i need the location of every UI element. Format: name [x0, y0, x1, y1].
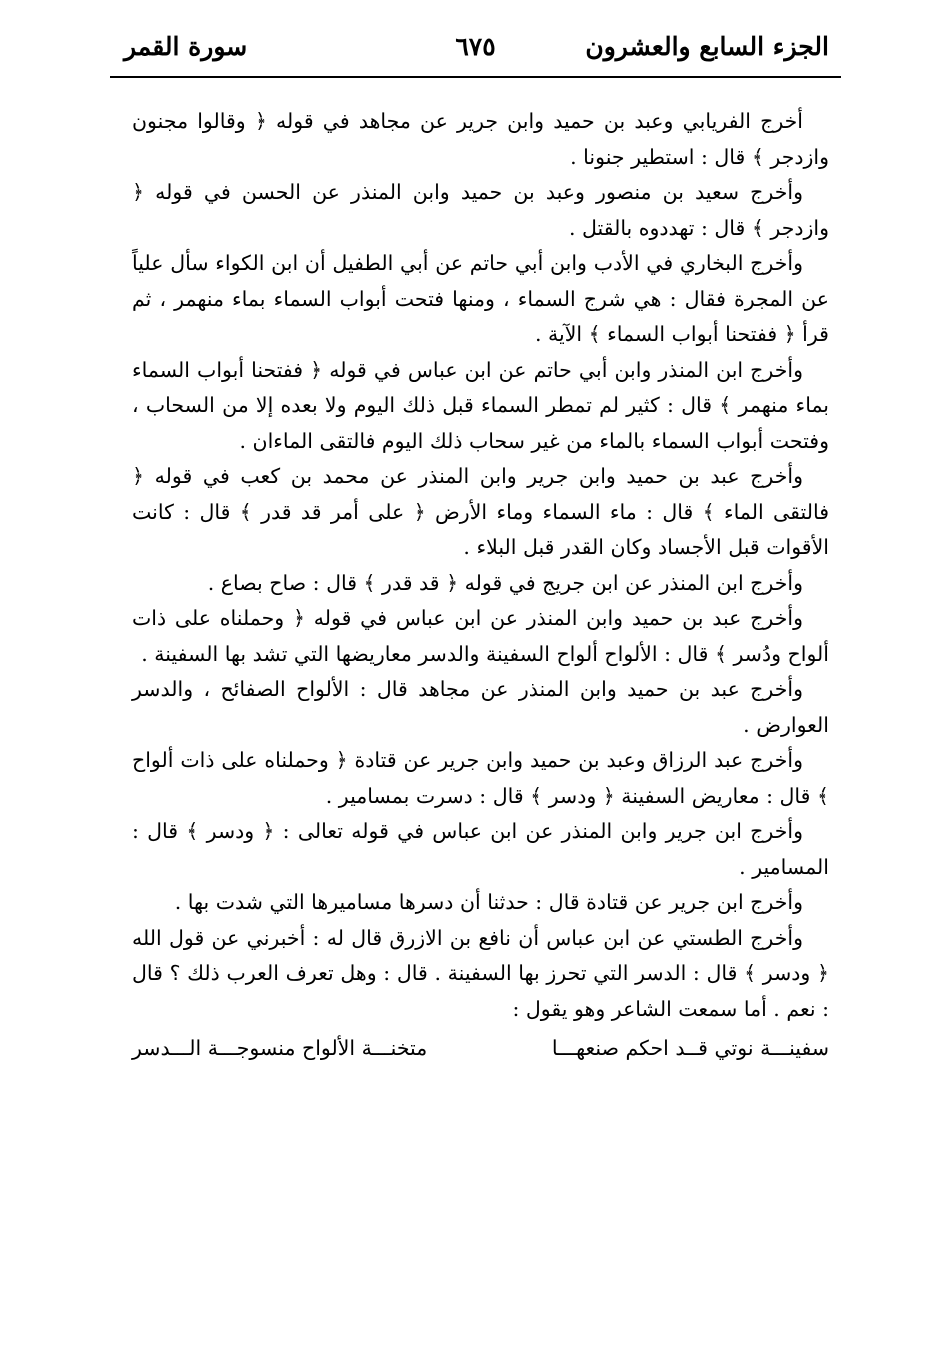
verse-first-hemistich: سفينـــة نوتي قــد احكم صنعهـــا: [551, 1036, 829, 1060]
page-header: [110, 30, 841, 78]
poetry-verse: [132, 1031, 829, 1067]
paragraph: وأخرج عبد بن حميد وابن المنذر عن مجاهد قال : الألواح الصفائح ، والدسر العوارض .: [132, 677, 829, 737]
paragraph: وأخرج سعيد بن منصور وعبد بن حميد وابن المنذر عن الحسن في قوله ﴿ وازدجر ﴾ قال : تهددوه بالقتل .: [132, 180, 829, 240]
paragraph: وأخرج ابن جرير وابن المنذر عن ابن عباس في قوله تعالى : ﴿ ودسر ﴾ قال : المسامير .: [132, 819, 829, 879]
paragraph: وأخرج الطستي عن ابن عباس أن نافع بن الازرق قال له : أخبرني عن قول الله ﴿ ودسر ﴾ قال : الدسر التي تحرز بها السفينة . قال : وهل تعرف العرب ذلك ؟ قال : نعم . أما سمعت الشاعر وهو يقول :: [132, 925, 829, 1021]
part-title: الجزء السابع والعشرون: [585, 32, 829, 61]
verse-second-hemistich: متخنـــة الألواح منسوجـــة الـــدسر: [132, 1036, 428, 1060]
paragraph: أخرج الفريابي وعبد بن حميد وابن جرير عن مجاهد في قوله ﴿ وقالوا مجنون وازدجر ﴾ قال : استطير جنونا .: [132, 109, 829, 169]
paragraph: وأخرج ابن جرير عن قتادة قال : حدثنا أن دسرها مساميرها التي شدت بها .: [174, 890, 803, 914]
paragraph: وأخرج عبد بن حميد وابن جرير وابن المنذر عن محمد بن كعب في قوله ﴿ فالتقى الماء ﴾ قال : ماء السماء وماء الأرض ﴿ على أمر قد قدر ﴾ قال : كانت الأقوات قبل الأجساد وكان القدر قبل البلاء .: [132, 464, 829, 559]
paragraph: وأخرج ابن المنذر وابن أبي حاتم عن ابن عباس في قوله ﴿ ففتحنا أبواب السماء بماء منهمر ﴾ قال : كثير لم تمطر السماء قبل ذلك اليوم ولا بعده إلا من السحاب ، وفتحت أبواب السماء بالماء من غير سحاب ذلك اليوم فالتقى الماءان .: [132, 357, 829, 453]
surah-title: سورة القمر: [124, 32, 248, 61]
page-number: ٦٧٥: [455, 32, 496, 61]
paragraph: وأخرج عبد بن حميد وابن المنذر عن ابن عباس في قوله ﴿ وحملناه على ذات ألواح ودُسر ﴾ قال : الألواح ألواح السفينة والدسر معاريضها التي تشد بها السفينة .: [132, 606, 829, 666]
paragraph: وأخرج ابن المنذر عن ابن جريج في قوله ﴿ قد قدر ﴾ قال : صاح بصاع .: [207, 570, 803, 595]
paragraph: وأخرج البخاري في الأدب وابن أبي حاتم عن أبي الطفيل أن ابن الكواء سأل علياً عن المجرة فقال : هي شرج السماء ، ومنها فتحت أبواب السماء بماء منهمر ، ثم قرأ ﴿ ففتحنا أبواب السماء ﴾ الآية .: [132, 251, 829, 346]
body-text: [132, 104, 829, 1067]
paragraph: وأخرج عبد الرزاق وعبد بن حميد وابن جرير عن قتادة ﴿ وحملناه على ذات ألواح ﴾ قال : معاريض السفينة ﴿ ودسر ﴾ قال : دسرت بمسامير .: [132, 748, 829, 808]
